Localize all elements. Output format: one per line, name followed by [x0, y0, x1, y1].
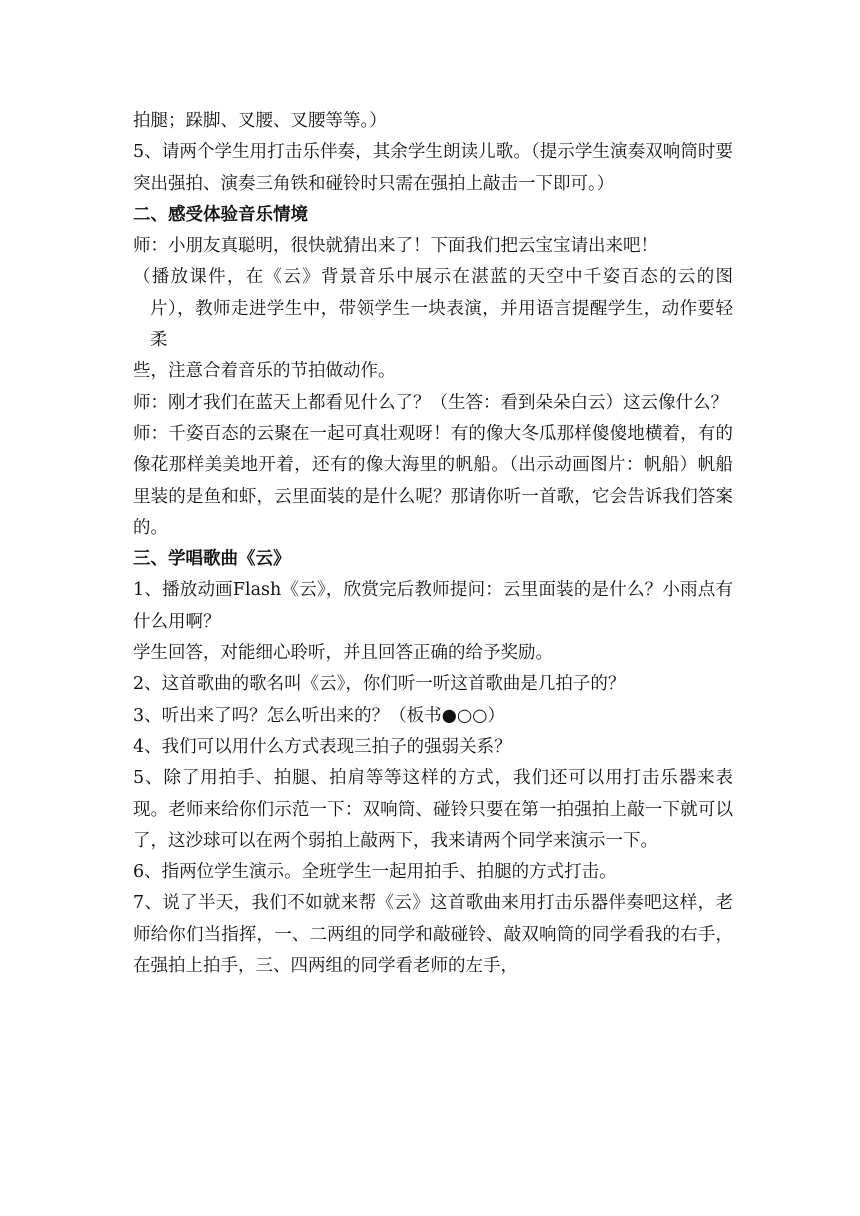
- paragraph: 6、指两位学生演示。全班学生一起用拍手、拍腿的方式打击。: [133, 862, 617, 883]
- section-heading: 三、学唱歌曲《云》: [133, 549, 291, 570]
- paragraph: 师：千姿百态的云聚在一起可真壮观呀！有的像大冬瓜那样傻傻地横着，有的像花那样美美地开着，还有的像大海里的帆船。（出示动画图片：帆船）帆船里装的是鱼和虾，云里面装的是什么呢？那请你听一首歌，它会告诉我们答案的。: [133, 423, 733, 538]
- paragraph: 4、我们可以用什么方式表现三拍子的强弱关系？: [133, 736, 512, 757]
- paragraph: 5、除了用拍手、拍腿、拍肩等等这样的方式，我们还可以用打击乐器来表现。老师来给你们示范一下：双响筒、碰铃只要在第一拍强拍上敲一下就可以了，这沙球可以在两个弱拍上敲两下，我来请两个同学来演示一下。: [133, 768, 733, 851]
- paragraph: 7、说了半天，我们不如就来帮《云》这首歌曲来用打击乐器伴奏吧这样，老师给你们当指挥，一、二两组的同学和敲碰铃、敲双响筒的同学看我的右手，在强拍上拍手，三、四两组的同学看老师的左手，: [133, 893, 733, 977]
- paragraph: 学生回答，对能细心聆听，并且回答正确的给予奖励。: [133, 643, 553, 664]
- paragraph: 3、听出来了吗？怎么听出来的？（板书●○○）: [133, 705, 505, 726]
- paragraph-indented: （播放课件，在《云》背景音乐中展示在湛蓝的天空中千姿百态的云的图片），教师走进学生中，带领学生一块表演，并用语言提醒学生，动作要轻柔: [133, 267, 733, 351]
- paragraph: 师：刚才我们在蓝天上都看见什么了？（生答：看到朵朵白云）这云像什么？: [133, 392, 728, 413]
- paragraph: 拍腿；跺脚、叉腰、叉腰等等。）: [133, 111, 387, 131]
- paragraph: 2、这首歌曲的歌名叫《云》，你们听一听这首歌曲是几拍子的？: [133, 674, 626, 695]
- paragraph: 些，注意合着音乐的节拍做动作。: [133, 361, 396, 382]
- paragraph: 5、请两个学生用打击乐伴奏，其余学生朗读儿歌。（提示学生演奏双响筒时要突出强拍、演奏三角铁和碰铃时只需在强拍上敲击一下即可。）: [133, 142, 733, 194]
- document-page: [133, 106, 733, 982]
- section-heading: 二、感受体验音乐情境: [133, 204, 308, 225]
- paragraph: 师：小朋友真聪明，很快就猜出来了！下面我们把云宝宝请出来吧！: [133, 236, 658, 257]
- paragraph: 1、播放动画Flash《云》，欣赏完后教师提问：云里面装的是什么？小雨点有什么用啊？: [133, 580, 733, 632]
